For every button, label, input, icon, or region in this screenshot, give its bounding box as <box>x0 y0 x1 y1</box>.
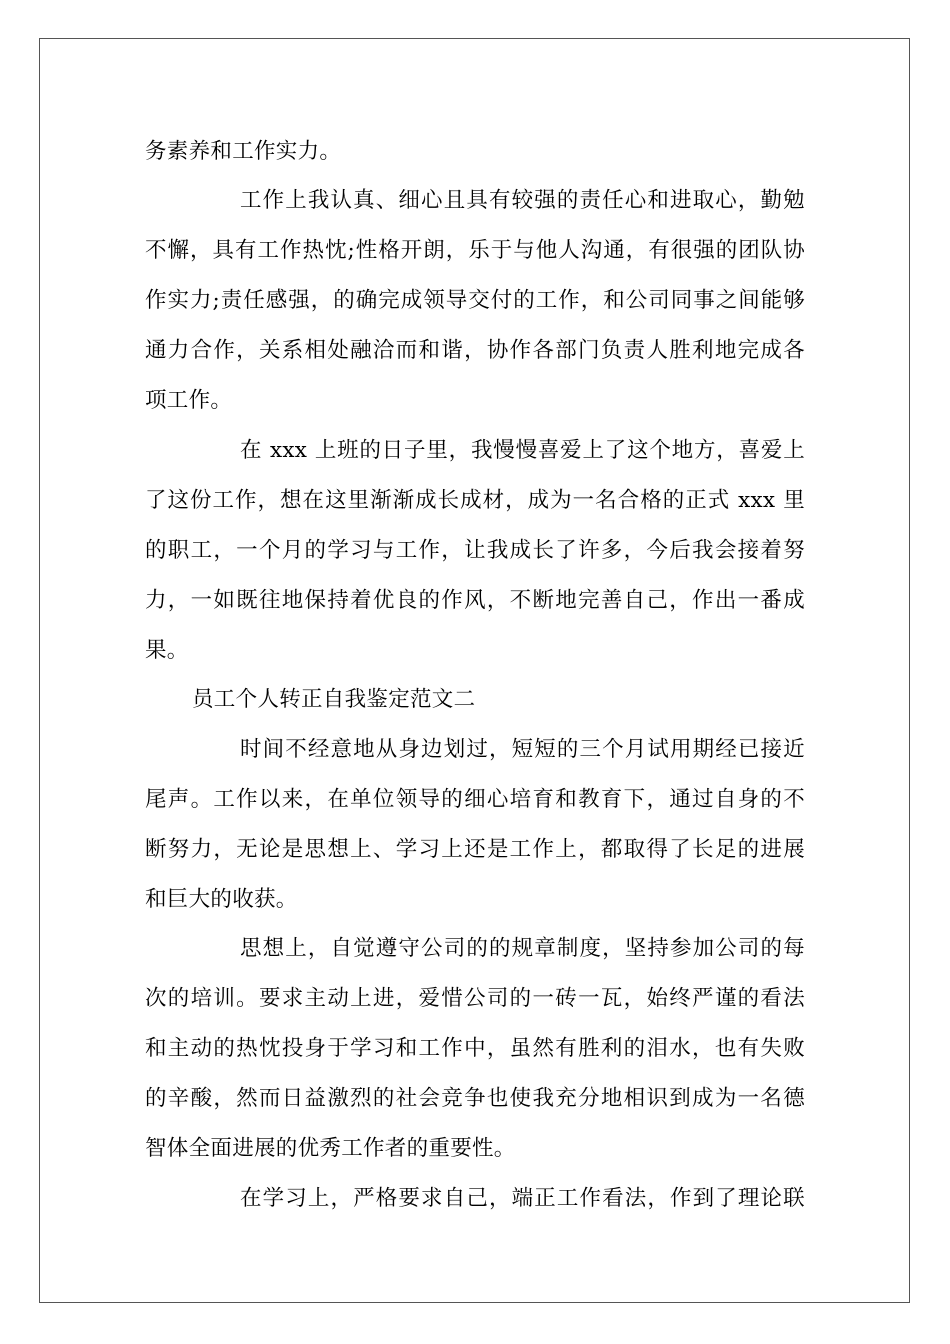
paragraph-first-line: 在学习上，严格要求自己，端正工作看法，作到了理论联 <box>240 1186 805 1211</box>
text-line: 力，一如既往地保持着优良的作风，不断地完善自己，作出一番成 <box>145 588 805 613</box>
text-line: 果。 <box>145 638 189 663</box>
text-line: 不懈，具有工作热忱;性格开朗，乐于与他人沟通，有很强的团队协 <box>145 238 805 263</box>
text-line: 的职工，一个月的学习与工作，让我成长了许多，今后我会接着努 <box>145 538 805 563</box>
text-line: 尾声。工作以来，在单位领导的细心培育和教育下，通过自身的不 <box>145 787 805 812</box>
text-line: 和主动的热忱投身于学习和工作中，虽然有胜利的泪水，也有失败 <box>145 1036 805 1061</box>
text-line: 和巨大的收获。 <box>145 887 298 912</box>
text-line: 断努力，无论是思想上、学习上还是工作上，都取得了长足的进展 <box>145 837 805 862</box>
text-line: 项工作。 <box>145 388 233 413</box>
text-line: 作实力;责任感强，的确完成领导交付的工作，和公司同事之间能够 <box>145 288 805 313</box>
text-line: 通力合作，关系相处融洽而和谐，协作各部门负责人胜利地完成各 <box>145 338 805 363</box>
text-line: 务素养和工作实力。 <box>145 139 342 164</box>
text-line: 次的培训。要求主动上进，爱惜公司的一砖一瓦，始终严谨的看法 <box>145 986 805 1011</box>
text-line: 了这份工作，想在这里渐渐成长成材，成为一名合格的正式 xxx 里 <box>145 488 805 513</box>
paragraph-first-line: 思想上，自觉遵守公司的的规章制度，坚持参加公司的每 <box>240 936 805 961</box>
text-line: 智体全面进展的优秀工作者的重要性。 <box>145 1136 516 1161</box>
section-heading: 员工个人转正自我鉴定范文二 <box>192 687 476 712</box>
paragraph-first-line: 工作上我认真、细心且具有较强的责任心和进取心，勤勉 <box>240 188 805 213</box>
text-line: 的辛酸，然而日益激烈的社会竞争也使我充分地相识到成为一名德 <box>145 1086 805 1111</box>
paragraph-first-line: 时间不经意地从身边划过，短短的三个月试用期经已接近 <box>240 737 805 762</box>
paragraph-first-line: 在 xxx 上班的日子里，我慢慢喜爱上了这个地方，喜爱上 <box>240 438 805 463</box>
